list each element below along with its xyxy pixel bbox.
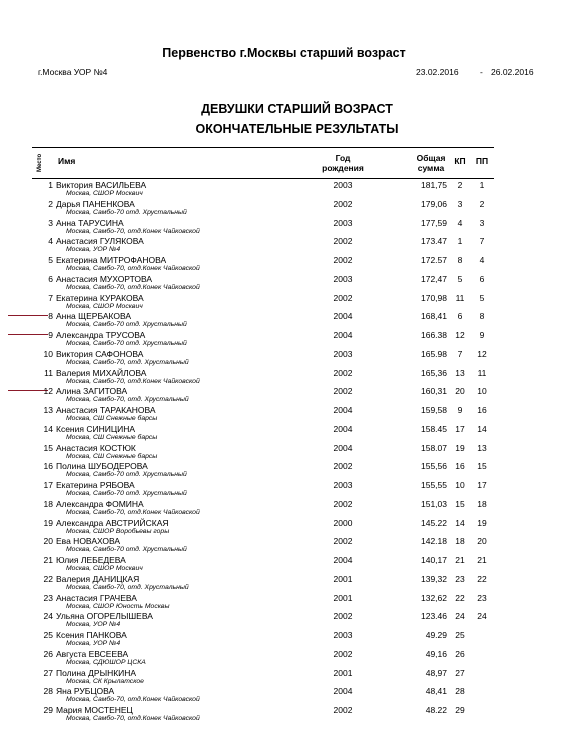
athlete-name: Екатерина МИТРОФАНОВА (56, 255, 167, 265)
row-rank: 11 (44, 367, 53, 378)
birth-year: 2001 (333, 592, 353, 603)
row-rank: 1 (48, 180, 53, 190)
table-row (0, 705, 568, 724)
column-header-year-line2: рождения (322, 163, 364, 173)
table-row (0, 686, 568, 705)
total-score: 159,58 (421, 405, 447, 415)
athlete-name: Юлия ЛЕБЕДЕВА (56, 555, 126, 565)
athlete-name: Анастасия МУХОРТОВА (56, 273, 153, 284)
athlete-club: Москва, СК Крылатское (66, 677, 144, 685)
table-row (0, 349, 568, 368)
athlete-name: Алина ЗАГИТОВА (56, 386, 128, 397)
column-header-kp: КП (454, 156, 466, 166)
row-rank: 10 (43, 348, 53, 359)
short-program-place: 27 (455, 667, 465, 678)
free-program-place: 22 (477, 573, 487, 584)
birth-year: 2004 (333, 423, 353, 434)
table-row (0, 630, 568, 649)
free-program-place: 10 (477, 386, 487, 397)
short-program-place: 7 (457, 348, 463, 359)
total-score: 48,41 (425, 686, 447, 697)
short-program-place: 14 (455, 517, 465, 528)
total-score: 165.98 (421, 348, 447, 359)
birth-year: 2002 (333, 292, 353, 303)
free-program-place: 11 (477, 367, 487, 378)
total-score: 123.46 (421, 611, 447, 622)
row-rank: 19 (43, 517, 53, 528)
table-row (0, 461, 568, 480)
row-rank: 22 (43, 573, 53, 584)
row-rank: 4 (48, 236, 53, 247)
athlete-name: Екатерина КУРАКОВА (56, 292, 144, 303)
birth-year: 2002 (333, 367, 353, 378)
athlete-club: Москва, Самбо-70, отд.Конек Чайковской (66, 283, 200, 291)
birth-year: 2000 (333, 517, 353, 528)
athlete-club: Москва, Самбо-70, отд.Конек Чайковской (66, 227, 200, 235)
row-rank: 15 (43, 442, 53, 453)
table-row (0, 293, 568, 312)
total-score: 172.57 (421, 255, 447, 265)
birth-year: 2002 (333, 705, 353, 715)
column-header-sum-line1: Общая (416, 153, 446, 163)
category-heading: ДЕВУШКИ СТАРШИЙ ВОЗРАСТ (201, 102, 393, 116)
table-row (0, 274, 568, 293)
athlete-name: Валерия МИХАЙЛОВА (56, 367, 147, 378)
total-score: 165,36 (421, 367, 447, 378)
total-score: 168,41 (421, 311, 447, 322)
short-program-place: 22 (455, 592, 465, 603)
short-program-place: 24 (455, 611, 465, 622)
column-header-sum-line2: сумма (417, 163, 445, 173)
athlete-club: Москва, Самбо-70, отд. Хрустальный (66, 396, 189, 404)
free-program-place: 13 (477, 442, 487, 453)
free-program-place: 4 (479, 255, 485, 265)
free-program-place: 16 (477, 405, 487, 415)
table-row (0, 649, 568, 668)
row-rank: 27 (43, 667, 53, 678)
birth-year: 2001 (333, 667, 353, 678)
table-row (0, 218, 568, 237)
athlete-club: Москва, СШОР Воробьевы горы (66, 527, 170, 535)
table-row (0, 199, 568, 218)
free-program-place: 3 (479, 217, 485, 228)
short-program-place: 8 (457, 255, 463, 265)
free-program-place: 7 (479, 236, 485, 247)
table-row (0, 180, 568, 199)
birth-year: 2004 (333, 330, 353, 340)
row-rank: 6 (48, 273, 53, 284)
birth-year: 2004 (333, 555, 353, 565)
athlete-name: Полина ДРЫНКИНА (56, 667, 137, 678)
short-program-place: 15 (455, 498, 465, 509)
table-row (0, 386, 568, 405)
table-row (0, 518, 568, 537)
free-program-place: 21 (477, 555, 487, 565)
birth-year: 2002 (333, 386, 353, 397)
birth-year: 2003 (333, 217, 353, 228)
athlete-name: Дарья ПАНЕНКОВА (56, 198, 135, 209)
results-heading: ОКОНЧАТЕЛЬНЫЕ РЕЗУЛЬТАТЫ (195, 122, 399, 136)
total-score: 177,59 (421, 217, 447, 228)
free-program-place: 2 (479, 198, 485, 209)
row-rank: 17 (43, 480, 53, 490)
athlete-name: Мария МОСТЕНЕЦ (56, 705, 133, 715)
birth-year: 2002 (333, 648, 353, 659)
total-score: 142.18 (421, 536, 447, 547)
row-rank: 18 (43, 498, 53, 509)
total-score: 166.38 (421, 330, 447, 340)
athlete-name: Яна РУБЦОВА (56, 686, 115, 697)
birth-year: 2004 (333, 686, 353, 697)
athlete-club: Москва, Самбо-70 отд. Хрустальный (66, 471, 187, 479)
short-program-place: 29 (455, 705, 465, 715)
athlete-name: Августа ЕВСЕЕВА (56, 648, 129, 659)
total-score: 173.47 (421, 236, 447, 247)
total-score: 48,97 (425, 667, 447, 678)
athlete-club: Москва, УОР №4 (66, 246, 121, 254)
athlete-club: Москва, Самбо-70 отд. Хрустальный (66, 208, 187, 216)
athlete-club: Москва, СШОР Москвич (66, 302, 143, 310)
row-rank: 28 (43, 686, 53, 697)
athlete-club: Москва, Самбо-70, отд. Хрустальный (66, 358, 189, 366)
birth-year: 2002 (333, 611, 353, 622)
athlete-club: Москва, Самбо-70, отд.Конек Чайковской (66, 508, 200, 516)
table-row (0, 593, 568, 612)
birth-year: 2004 (333, 311, 353, 322)
short-program-place: 9 (457, 405, 463, 415)
table-row (0, 480, 568, 499)
athlete-name: Александра ФОМИНА (56, 498, 144, 509)
birth-year: 2004 (333, 405, 353, 415)
athlete-club: Москва, Самбо-70, отд.Конек Чайковской (66, 715, 200, 722)
column-header-name: Имя (58, 156, 76, 166)
document-title: Первенство г.Москвы старший возраст (162, 46, 406, 60)
total-score: 151,03 (421, 498, 447, 509)
athlete-club: Москва, СДЮШОР ЦСКА (66, 658, 146, 666)
row-rank: 5 (48, 255, 53, 265)
birth-year: 2003 (333, 480, 353, 490)
athlete-name: Виктория ВАСИЛЬЕВА (56, 180, 147, 190)
location-label: г.Москва УОР №4 (38, 67, 108, 77)
athlete-name: Екатерина РЯБОВА (56, 480, 135, 490)
table-header-bottom-rule (32, 178, 494, 179)
total-score: 140,17 (421, 555, 447, 565)
row-rank: 21 (43, 555, 53, 565)
table-row (0, 311, 568, 330)
total-score: 181,75 (421, 180, 447, 190)
free-program-place: 5 (479, 292, 485, 303)
free-program-place: 15 (477, 461, 487, 472)
birth-year: 2002 (333, 498, 353, 509)
athlete-club: Москва, Самбо-70 отд. Хрустальный (66, 321, 187, 329)
total-score: 155,55 (421, 480, 447, 490)
birth-year: 2004 (333, 442, 353, 453)
birth-year: 2003 (333, 630, 353, 640)
table-row (0, 574, 568, 593)
short-program-place: 25 (455, 630, 465, 640)
table-row (0, 236, 568, 255)
birth-year: 2003 (333, 180, 353, 190)
athlete-name: Александра АВСТРИЙСКАЯ (56, 517, 169, 528)
athlete-club: Москва, Самбо-70 отд. Хрустальный (66, 490, 187, 497)
free-program-place: 1 (479, 180, 485, 190)
free-program-place: 17 (477, 480, 487, 490)
birth-year: 2003 (333, 348, 353, 359)
athlete-club: Москва, СШОР Москвич (66, 565, 143, 572)
table-row (0, 536, 568, 555)
athlete-club: Москва, СШ Снежные барсы (66, 452, 158, 460)
athlete-name: Анна ЩЕРБАКОВА (56, 311, 132, 322)
total-score: 49,16 (425, 648, 447, 659)
total-score: 158.07 (421, 442, 447, 453)
athlete-name: Ева НОВАХОВА (56, 536, 121, 547)
short-program-place: 19 (455, 442, 465, 453)
date-to: 26.02.2016 (491, 67, 534, 77)
short-program-place: 3 (457, 198, 463, 209)
total-score: 145.22 (421, 517, 447, 528)
free-program-place: 24 (477, 611, 487, 622)
date-from: 23.02.2016 (416, 67, 459, 77)
short-program-place: 28 (455, 686, 465, 697)
free-program-place: 8 (479, 311, 485, 322)
table-row (0, 368, 568, 387)
column-header-sum (409, 153, 453, 173)
total-score: 139,32 (421, 573, 447, 584)
short-program-place: 17 (455, 423, 465, 434)
table-row (0, 424, 568, 443)
row-rank: 26 (43, 648, 53, 659)
row-rank: 7 (48, 292, 53, 303)
column-header-place: Место (37, 153, 43, 172)
row-rank: 16 (43, 461, 53, 472)
table-row (0, 499, 568, 518)
table-row (0, 611, 568, 630)
birth-year: 2002 (333, 255, 353, 265)
table-row (0, 330, 568, 349)
short-program-place: 12 (455, 330, 465, 340)
free-program-place: 6 (479, 273, 485, 284)
column-header-pp: ПП (475, 156, 489, 166)
athlete-name: Анастасия ГУЛЯКОВА (56, 236, 144, 247)
table-row (0, 668, 568, 687)
row-rank: 2 (48, 198, 53, 209)
row-rank: 20 (43, 536, 53, 547)
athlete-club: Москва, Самбо-70, отд.Конек Чайковской (66, 265, 200, 272)
free-program-place: 18 (477, 498, 487, 509)
row-rank: 13 (43, 405, 53, 415)
row-rank: 3 (48, 217, 53, 228)
athlete-club: Москва, СШ Снежные барсы (66, 415, 158, 422)
athlete-name: Анна ТАРУСИНА (56, 217, 124, 228)
short-program-place: 18 (455, 536, 465, 547)
short-program-place: 5 (457, 273, 463, 284)
table-row (0, 405, 568, 424)
total-score: 49.29 (425, 630, 447, 640)
short-program-place: 1 (457, 236, 463, 247)
birth-year: 2003 (333, 273, 353, 284)
row-rank: 23 (43, 592, 53, 603)
short-program-place: 4 (457, 217, 463, 228)
column-header-year-line1: Год (335, 153, 351, 163)
short-program-place: 21 (455, 555, 465, 565)
athlete-name: Ульяна ОГОРЕЛЫШЕВА (56, 611, 153, 622)
birth-year: 2002 (333, 198, 353, 209)
athlete-club: Москва, УОР №4 (66, 640, 121, 647)
total-score: 132,62 (421, 592, 447, 603)
free-program-place: 20 (477, 536, 487, 547)
total-score: 160,31 (421, 386, 447, 397)
row-rank: 14 (43, 423, 53, 434)
athlete-name: Валерия ДАНИЦКАЯ (56, 573, 140, 584)
short-program-place: 16 (455, 461, 465, 472)
athlete-club: Москва, СШОР Москвич (66, 190, 143, 197)
athlete-club: Москва, Самбо-70 отд. Хрустальный (66, 340, 187, 347)
table-header-top-rule (32, 147, 494, 148)
athlete-name: Анастасия ТАРАКАНОВА (56, 405, 156, 415)
row-rank: 9 (48, 330, 53, 340)
total-score: 155,56 (421, 461, 447, 472)
athlete-club: Москва, Самбо-70, отд.Конек Чайковской (66, 696, 200, 704)
athlete-name: Ксения ПАНКОВА (56, 630, 127, 640)
birth-year: 2002 (333, 461, 353, 472)
table-row (0, 443, 568, 462)
row-rank: 25 (43, 630, 53, 640)
row-rank: 8 (48, 311, 53, 322)
athlete-name: Александра ТРУСОВА (56, 330, 146, 340)
short-program-place: 20 (455, 386, 465, 397)
short-program-place: 6 (457, 311, 463, 322)
column-header-year (318, 153, 368, 173)
athlete-club: Москва, Самбо-70 отд. Хрустальный (66, 546, 187, 554)
short-program-place: 26 (455, 648, 465, 659)
athlete-name: Полина ШУБОДЕРОВА (56, 461, 148, 472)
birth-year: 2002 (333, 236, 353, 247)
athlete-club: Москва, Самбо-70, отд. Хрустальный (66, 583, 189, 591)
free-program-place: 23 (477, 592, 487, 603)
short-program-place: 10 (455, 480, 465, 490)
short-program-place: 2 (457, 180, 463, 190)
athlete-club: Москва, УОР №4 (66, 621, 121, 629)
short-program-place: 11 (455, 292, 465, 303)
row-rank: 29 (43, 705, 53, 715)
birth-year: 2002 (333, 536, 353, 547)
row-rank: 12 (43, 386, 53, 397)
short-program-place: 13 (455, 367, 465, 378)
athlete-name: Анастасия ГРАЧЕВА (56, 592, 137, 603)
athlete-name: Анастасия КОСТЮК (56, 442, 136, 453)
total-score: 48.22 (425, 705, 447, 715)
birth-year: 2001 (333, 573, 353, 584)
total-score: 172,47 (421, 273, 447, 284)
table-row (0, 555, 568, 574)
athlete-club: Москва, СШ Снежные барсы (66, 433, 158, 441)
table-row (0, 255, 568, 274)
total-score: 170,98 (421, 292, 447, 303)
athlete-club: Москва, СШОР Юность Москвы (66, 602, 170, 610)
athlete-club: Москва, Самбо-70, отд.Конек Чайковской (66, 377, 200, 385)
row-rank: 24 (43, 611, 53, 622)
athlete-name: Виктория САФОНОВА (56, 348, 144, 359)
athlete-name: Ксения СИНИЦИНА (56, 423, 136, 434)
free-program-place: 12 (477, 348, 487, 359)
date-dash: - (480, 67, 483, 77)
short-program-place: 23 (455, 573, 465, 584)
free-program-place: 9 (479, 330, 485, 340)
total-score: 179,06 (421, 198, 447, 209)
free-program-place: 14 (477, 423, 487, 434)
total-score: 158.45 (421, 423, 447, 434)
free-program-place: 19 (477, 517, 487, 528)
